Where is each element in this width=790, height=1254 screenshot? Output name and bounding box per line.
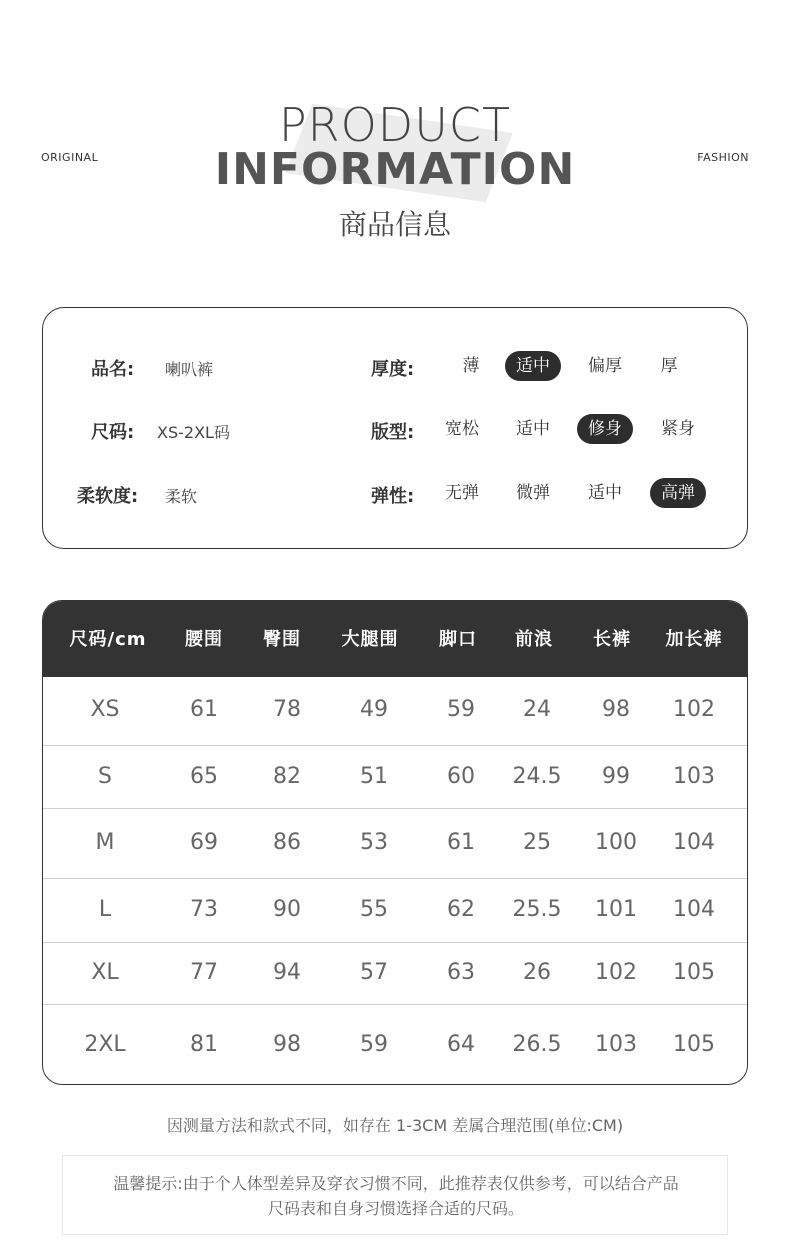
measure-cell: 86 [273,830,301,855]
measure-cell: 100 [595,830,637,855]
size-cell: L [98,897,112,922]
header-cell: 腰围 [185,629,223,650]
header-cell: 长裤 [593,629,631,650]
size-cell: S [98,763,112,789]
title-line1: PRODUCT [278,98,512,152]
tip-line-1: 温馨提示:由于个人体型差异及穿衣习惯不同，此推荐表仅供参考，可以结合产品 [113,1174,679,1193]
measure-cell: 105 [673,960,715,985]
thickness-label: 厚度: [371,359,415,380]
table-row [43,942,748,1004]
fit-label: 版型: [371,422,415,443]
name-value: 喇叭裤 [165,360,214,379]
table-row [43,878,748,942]
measure-cell: 61 [447,830,475,855]
measure-cell: 55 [360,897,388,922]
measure-cell: 61 [190,697,218,722]
measure-cell: 78 [273,697,301,722]
info-row-2 [43,412,749,446]
fit-option: 适中 [516,419,550,439]
size-value: XS-2XL码 [157,423,230,442]
header-cell: 脚口 [439,629,477,650]
measure-cell: 25.5 [512,897,562,922]
measure-cell: 49 [360,697,388,722]
measure-cell: 90 [273,897,301,922]
size-table-header [43,601,748,677]
header-cell: 加长裤 [665,629,723,650]
table-row [43,808,748,878]
softness-label: 柔软度: [77,486,139,507]
name-label: 品名: [91,359,135,380]
header-cell: 臀围 [263,629,301,650]
size-cell: XL [91,960,119,985]
thickness-option: 偏厚 [588,356,622,376]
measure-cell: 101 [595,897,637,922]
measure-cell: 81 [190,1032,218,1057]
header-cell: 尺码/cm [69,629,147,650]
measure-cell: 26 [523,960,551,985]
measurement-note: 因测量方法和款式不同，如存在 1-3CM 差属合理范围(单位:CM) [166,1116,624,1135]
measure-cell: 64 [447,1032,475,1057]
softness-value: 柔软 [165,487,198,506]
title-cn: 商品信息 [338,208,451,241]
measure-cell: 105 [673,1032,715,1057]
measure-cell: 103 [595,1032,637,1057]
tip-line-2: 尺码表和自身习惯选择合适的尺码。 [267,1199,524,1218]
measure-cell: 82 [273,763,301,789]
thickness-option: 薄 [462,356,480,376]
measure-cell: 59 [447,697,475,722]
title-line2: INFORMATION [214,144,576,195]
measure-cell: 103 [673,763,715,789]
elasticity-option: 微弹 [516,483,550,503]
measure-cell: 73 [190,897,218,922]
fit-option: 修身 [577,414,633,444]
measure-cell: 77 [190,960,218,985]
measure-cell: 99 [602,763,630,789]
measure-cell: 24.5 [512,763,562,789]
fit-option: 紧身 [661,419,695,439]
measure-cell: 59 [360,1032,388,1057]
size-cell: XS [90,697,120,722]
measure-cell: 24 [523,697,551,722]
header-cell: 大腿围 [341,629,399,650]
measure-cell: 57 [360,960,388,985]
corner-label-right: FASHION [697,151,749,164]
size-cell: M [95,830,115,855]
tip-box [62,1155,728,1235]
measure-cell: 69 [190,830,218,855]
header [0,0,790,260]
measure-cell: 102 [595,960,637,985]
measure-cell: 98 [273,1032,301,1057]
elasticity-option: 适中 [588,483,622,503]
elasticity-label: 弹性: [371,486,415,507]
size-table [42,600,748,1085]
table-row [43,745,748,808]
product-info-card [42,307,748,549]
measure-cell: 25 [523,830,551,855]
measure-cell: 65 [190,763,218,789]
corner-label-left: ORIGINAL [41,151,99,164]
measure-cell: 102 [673,697,715,722]
header-cell: 前浪 [515,629,553,650]
thickness-option: 适中 [505,351,561,381]
fit-option: 宽松 [445,419,479,439]
measure-cell: 98 [602,697,630,722]
measure-cell: 60 [447,763,475,789]
measure-cell: 53 [360,830,388,855]
measure-cell: 62 [447,897,475,922]
size-label: 尺码: [91,422,135,443]
thickness-option: 厚 [660,356,678,376]
measure-cell: 51 [360,763,388,789]
table-row [43,677,748,745]
info-row-1 [43,349,749,383]
elasticity-option: 高弹 [650,478,706,508]
table-row [43,1004,748,1085]
measure-cell: 63 [447,960,475,985]
measure-cell: 26.5 [512,1032,562,1057]
measure-cell: 94 [273,960,301,985]
elasticity-option: 无弹 [445,483,479,503]
measure-cell: 104 [673,830,715,855]
measure-cell: 104 [673,897,715,922]
size-cell: 2XL [84,1032,126,1057]
info-row-3 [43,476,749,510]
